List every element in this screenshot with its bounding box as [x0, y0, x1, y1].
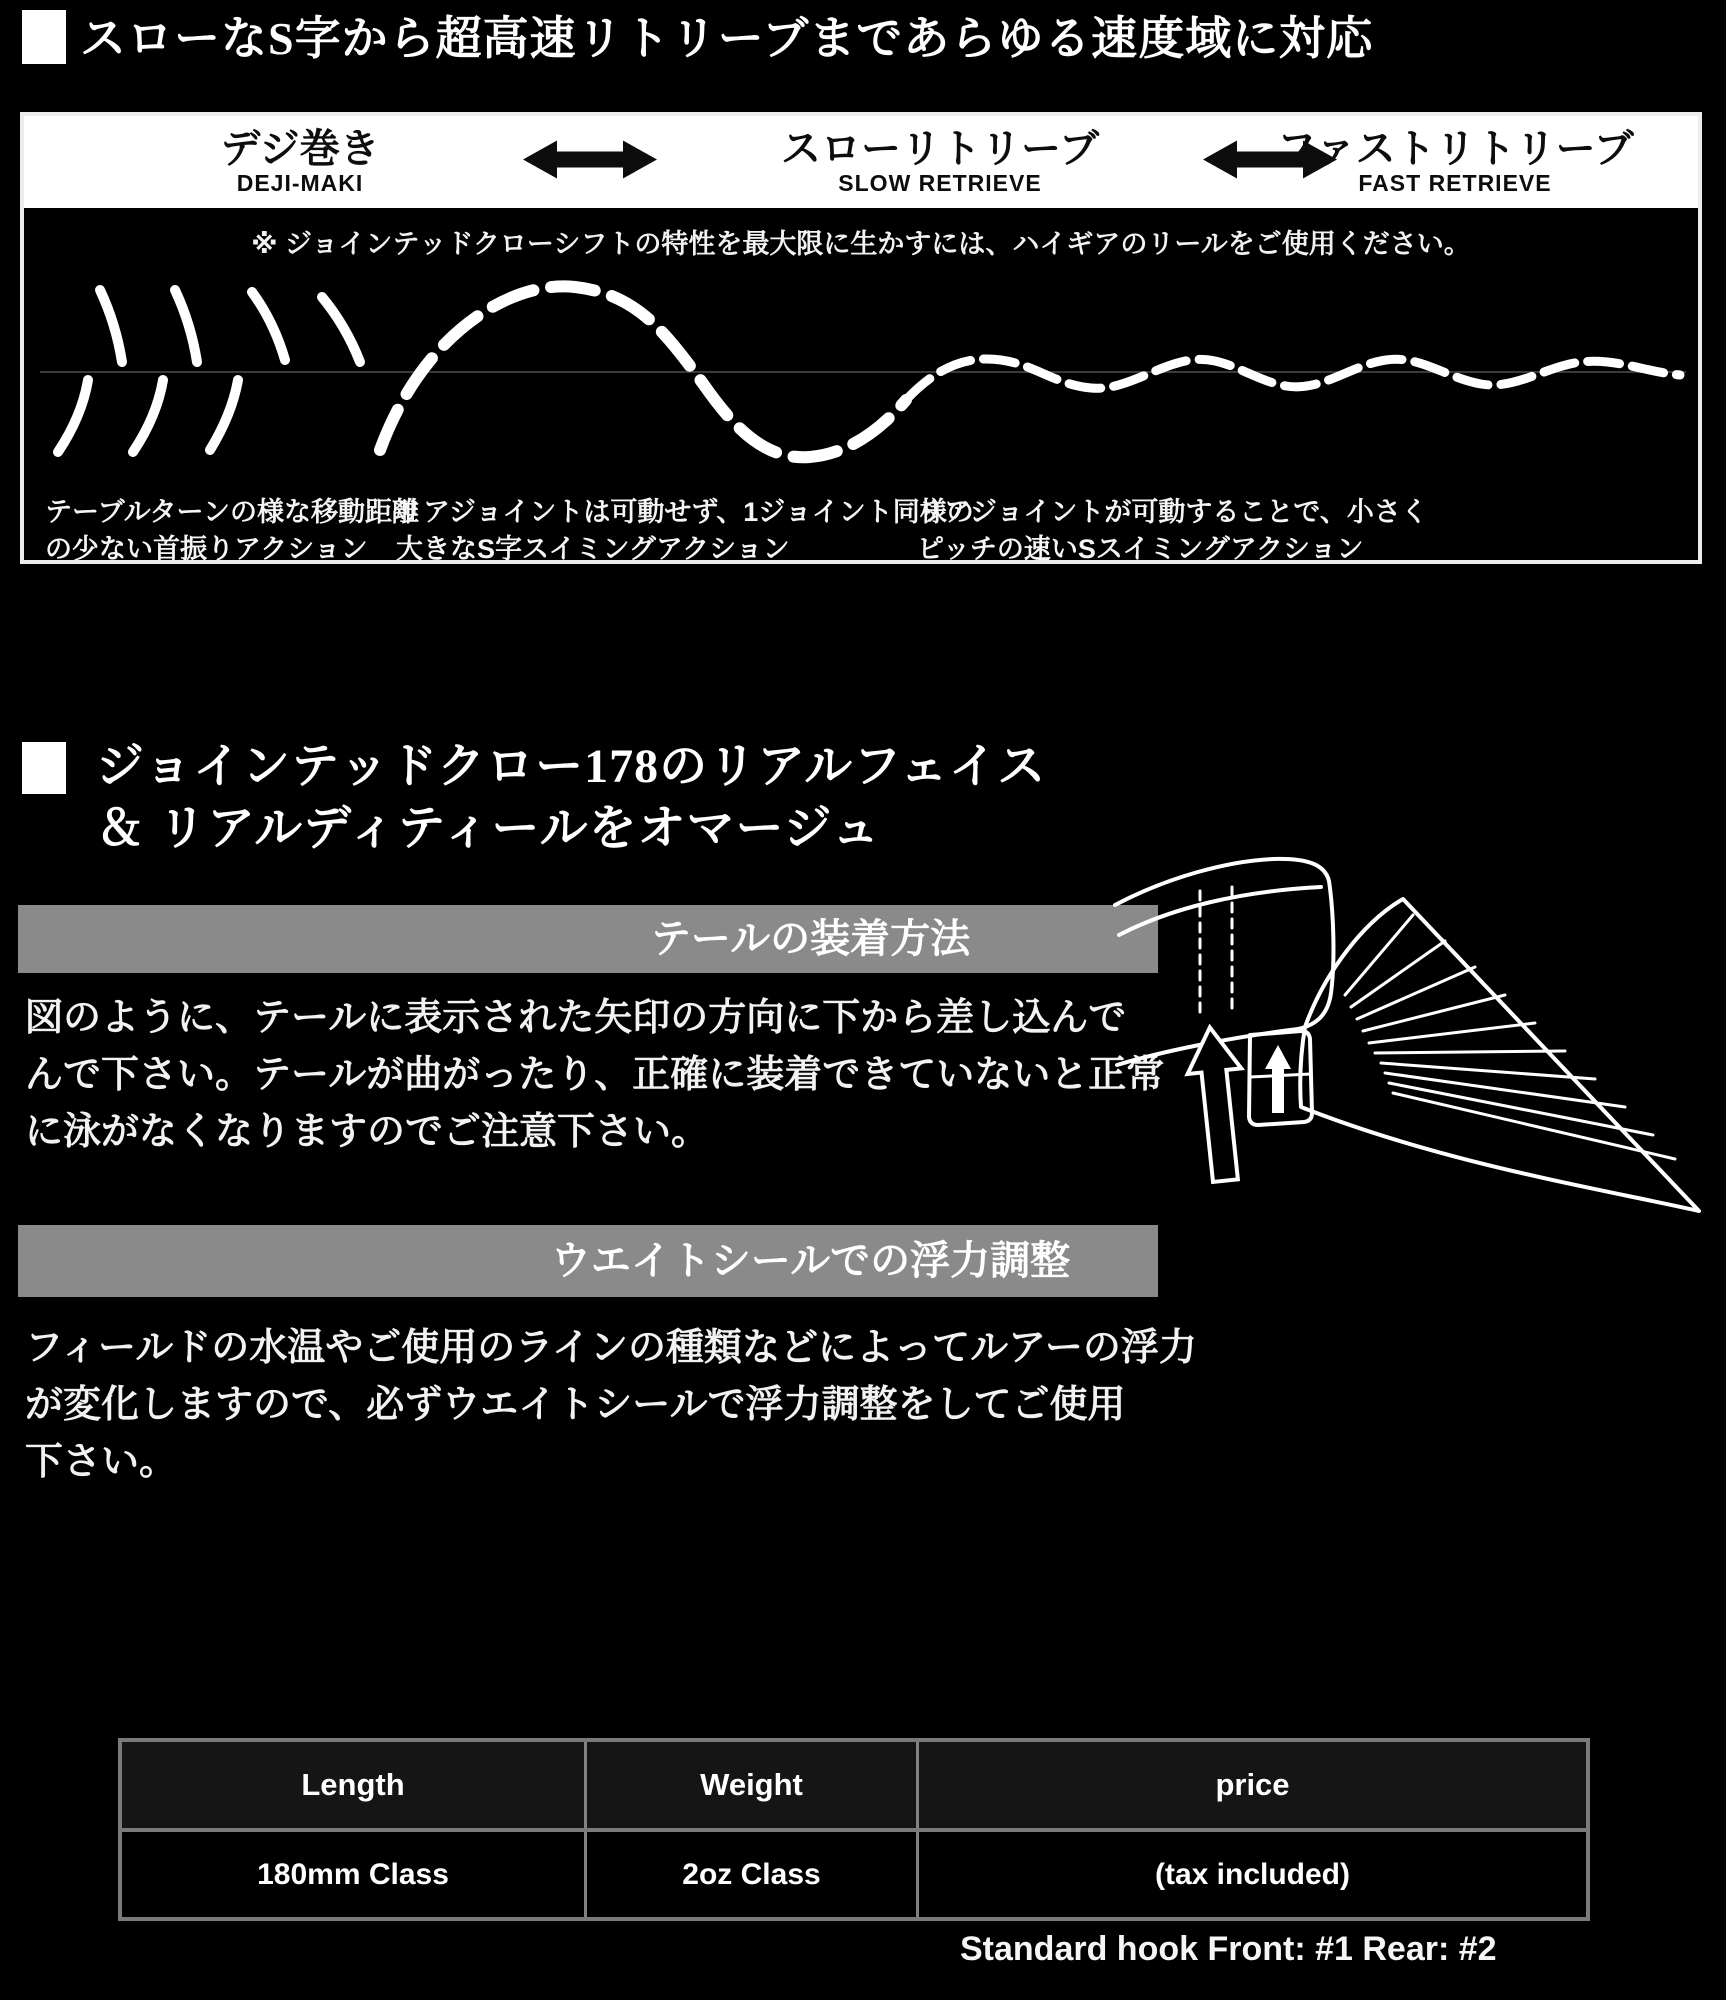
- spec-value-weight: 2oz Class: [587, 1832, 919, 1917]
- heading-homage-line1: ジョインテッドクロー178のリアルフェイス: [96, 740, 1047, 793]
- weight-paragraph-line3: 下さい。: [25, 1441, 178, 1483]
- mode-slow-jp: スローリトリーブ: [781, 127, 1099, 171]
- mode-dejimaki: [220, 128, 379, 196]
- spec-value-length: 180mm Class: [122, 1832, 587, 1917]
- weight-paragraph-line1: フィールドの水温やご使用のラインの種類などによってルアーの浮力: [25, 1327, 1197, 1369]
- tail-attach-paragraph: [25, 993, 1185, 1164]
- caption-slow-line2: 大きなS字スイミングアクション: [396, 534, 790, 564]
- swim-pattern-diagram: [24, 266, 1702, 494]
- caption-slow-line1: リアジョイントは可動せず、1ジョイント同様の: [396, 497, 974, 527]
- mode-slow-en: SLOW RETRIEVE: [838, 170, 1042, 196]
- caption-fast-retrieve: [917, 494, 1428, 568]
- double-arrow-icon: [519, 137, 661, 188]
- highgear-note: ※ ジョインテッドクローシフトの特性を最大限に生かすには、ハイギアのリールをご使用ください。: [251, 229, 1471, 259]
- insert-direction-arrow-icon: [1183, 1025, 1253, 1184]
- tail-paragraph-line1: 図のように、テールに表示された矢印の方向に下から差し込んで: [25, 997, 1127, 1039]
- caption-fast-line1: リアジョイントが可動することで、小さく: [917, 497, 1428, 527]
- mode-fast-retrieve: [1276, 128, 1633, 196]
- mode-dejimaki-en: DEJI-MAKI: [236, 170, 364, 196]
- heading-speed-range-text: スローなS字から超高速リトリーブまであらゆる速度域に対応: [80, 13, 1374, 64]
- tail-attach-banner: テールの装着方法: [18, 905, 1158, 973]
- spec-header-length: Length: [122, 1742, 587, 1828]
- square-bullet-icon: [22, 10, 66, 64]
- standard-hook-note: Standard hook Front: #1 Rear: #2: [960, 1930, 1497, 1968]
- tail-attachment-illustration: [1113, 855, 1707, 1217]
- tail-paragraph-line3: に泳がなくなりますのでご注意下さい。: [25, 1111, 710, 1153]
- weight-seal-banner: ウエイトシールでの浮力調整: [18, 1225, 1158, 1297]
- caption-fast-line2: ピッチの速いSスイミングアクション: [917, 534, 1364, 564]
- tail-paragraph-line2: んで下さい。テールが曲がったり、正確に装着できていないと正常: [25, 1054, 1165, 1096]
- spec-table-header-row: [122, 1742, 1586, 1832]
- heading-homage-text: [96, 736, 1046, 860]
- mode-dejimaki-jp: デジ巻き: [220, 127, 380, 171]
- weight-seal-paragraph: [25, 1323, 1197, 1494]
- spec-value-price: (tax included): [1154, 1857, 1350, 1891]
- caption-dejimaki-line1: テーブルターンの様な移動距離: [45, 497, 419, 527]
- heading-speed-range: [22, 10, 1373, 68]
- spec-header-weight: Weight: [587, 1742, 919, 1828]
- caption-dejimaki-line2: の少ない首振りアクション: [45, 534, 368, 564]
- spec-table-data-row: [122, 1832, 1586, 1917]
- weight-paragraph-line2: が変化しますので、必ずウエイトシールで浮力調整をしてご使用: [25, 1384, 1126, 1426]
- caption-dejimaki: [45, 494, 419, 568]
- mode-fast-jp: ファストリトリーブ: [1276, 127, 1634, 171]
- square-bullet-icon: [22, 742, 66, 794]
- mode-slow-retrieve: [781, 128, 1099, 196]
- caption-slow-retrieve: [396, 494, 974, 568]
- tail-slot-arrow-icon: [1265, 1045, 1291, 1113]
- heading-homage: [22, 736, 1046, 860]
- heading-homage-line2: ＆ リアルディティールをオマージュ: [96, 802, 881, 855]
- speed-diagram-box: [20, 112, 1702, 564]
- mode-fast-en: FAST RETRIEVE: [1358, 170, 1552, 196]
- retrieve-mode-band: [24, 116, 1698, 208]
- spec-table: [118, 1738, 1590, 1921]
- spec-header-price: price: [1215, 1767, 1290, 1802]
